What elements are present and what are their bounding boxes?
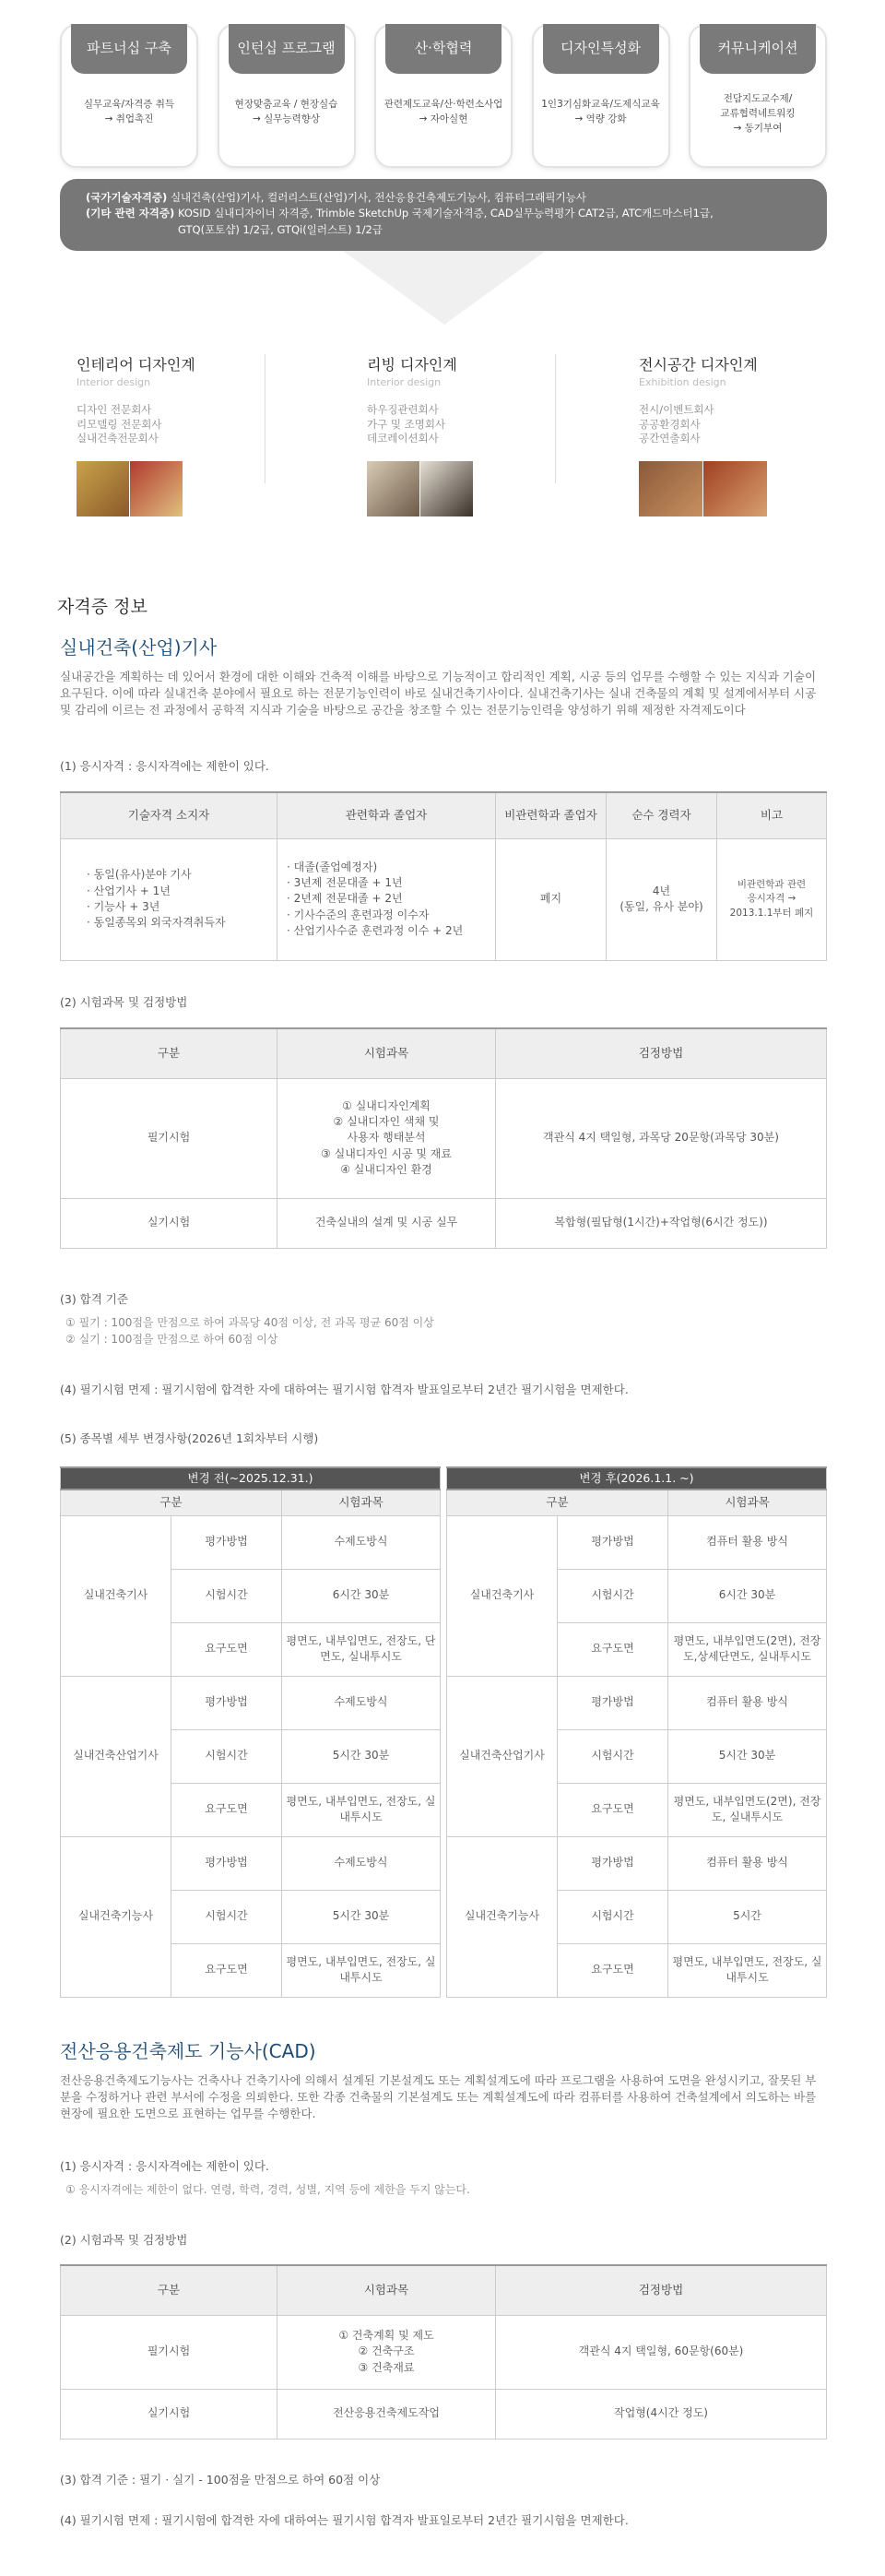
th: 시험과목 [277, 1028, 496, 1078]
card-line: → 실무능력향상 [253, 113, 320, 125]
th: 구분 [61, 1028, 277, 1078]
s2-exempt: (4) 필기시험 면제 : 필기시험에 합격한 자에 대하여는 필기시험 합격자 발표일로부터 2년간 필기시험을 면제한다. [60, 2513, 629, 2527]
value: 평면도, 내부입면도, 전장도, 실내투시도 [282, 1943, 441, 1997]
value: 컴퓨터 활용 방식 [668, 1515, 827, 1569]
s2-exam-table [60, 2264, 827, 2439]
row-label: 시험시간 [558, 1729, 668, 1783]
card-title: 파트너십 구축 [71, 24, 187, 74]
job-item: 공간연출회사 [639, 432, 701, 445]
group-name: 실내건축산업기사 [447, 1676, 558, 1836]
card-line: → 자아실현 [419, 113, 468, 125]
job-title: 전시공간 디자인계 [639, 356, 758, 374]
s2-desc: 전산응용건축제도기능사는 건축사나 건축기사에 의해서 설계된 기본설계도 또는 계획설계도에 따라 프로그램을 사용하여 도면을 완성시키고, 잘못된 부분을 수정하거나 관련 부서에 수정을 의뢰한다. 또한 각종 건축물의 기본설계도 또는 계획설계도에 따라 컴퓨터를 사용하여 건축설계에서 의도하는 바를 현장에 필요한 도면으로 표현하는 업무를 수행한다. [60, 2073, 817, 2121]
exam-method: 작업형(4시간 정도) [496, 2389, 827, 2439]
row-label: 평가방법 [171, 1836, 282, 1890]
card-line: 관련제도교육/산·학련소사업 [384, 99, 503, 110]
s2-exam-title: (2) 시험과목 및 검정방법 [60, 2233, 188, 2247]
section-title: 자격증 정보 [57, 597, 148, 617]
value: 수제도방식 [282, 1515, 441, 1569]
row-label: 요구도면 [558, 1622, 668, 1676]
group-name: 실내건축기능사 [447, 1836, 558, 1997]
job-photo [367, 461, 474, 516]
s2-intro [60, 2038, 827, 2122]
row-label: 평가방법 [171, 1515, 282, 1569]
program-cards [60, 24, 827, 168]
exam-subjects: 전산응용건축제도작업 [277, 2389, 496, 2439]
card-line: 현장맞춤교육 / 현장실습 [234, 99, 338, 110]
row-label: 시험시간 [171, 1729, 282, 1783]
job-item: 전시/이벤트회사 [639, 403, 714, 417]
s1-pass [60, 1291, 827, 1347]
card-line: → 역량 강화 [574, 113, 627, 125]
s1-change-title: (5) 종목별 세부 변경사항(2026년 1회차부터 시행) [60, 1431, 319, 1445]
after-table [446, 1466, 827, 1998]
s1-exam-title: (2) 시험과목 및 검정방법 [60, 995, 188, 1009]
card-line: 1인3기심화교육/도제식교육 [541, 99, 660, 110]
job-en: Exhibition design [639, 376, 726, 389]
exam-type: 필기시험 [61, 2315, 277, 2389]
value: 5시간 30분 [282, 1890, 441, 1943]
th: 관련학과 졸업자 [277, 792, 496, 838]
group-name: 실내건축산업기사 [61, 1676, 171, 1836]
th: 구분 [61, 1490, 282, 1515]
bar-label: (국가기술자격증) [86, 191, 168, 204]
pass-line: ① 필기 : 100점을 만점으로 하여 과목당 40점 이상, 전 과목 평균 60점 이상 [65, 1316, 434, 1330]
group-name: 실내건축기사 [447, 1515, 558, 1676]
after-head: 변경 후(2026.1.1. ~) [447, 1467, 827, 1490]
exam-subjects: ① 실내디자인계획 ② 실내디자인 색채 및 사용자 행태분석 ③ 실내디자인 시공 및 재료 ④ 실내디자인 환경 [277, 1078, 496, 1198]
th: 시험과목 [282, 1490, 441, 1515]
row-label: 평가방법 [171, 1676, 282, 1729]
value: 평면도, 내부입면도(2면), 전장도, 실내투시도 [668, 1783, 827, 1836]
value: 평면도, 내부입면도, 전장도, 실내투시도 [282, 1783, 441, 1836]
row-label: 시험시간 [171, 1569, 282, 1622]
s1-qualification-table [60, 791, 827, 961]
card-title: 인턴십 프로그램 [229, 24, 345, 74]
exam-type: 실기시험 [61, 1198, 277, 1248]
job-en: Interior design [367, 376, 442, 389]
card-line: → 취업촉진 [104, 113, 154, 125]
card-title: 커뮤니케이션 [700, 24, 816, 74]
arrow-down-shape [343, 251, 546, 325]
value: 수제도방식 [282, 1676, 441, 1729]
bar-text: GTQ(포토샵) 1/2급, GTQi(일러스트) 1/2급 [178, 222, 383, 236]
value: 5시간 [668, 1890, 827, 1943]
pass-line: ② 실기 : 100점을 만점으로 하여 60점 이상 [65, 1332, 278, 1346]
value: 5시간 30분 [668, 1729, 827, 1783]
value: 수제도방식 [282, 1836, 441, 1890]
s1-desc: 실내공간을 계획하는 데 있어서 환경에 대한 이해와 건축적 이해를 바탕으로 기능적이고 합리적인 계획, 시공 등의 업무를 수행할 수 있는 지식과 기술이 요구된다. 이에 따라 실내건축 분야에서 필요로 하는 전문기능인력이 바로 실내건축기사이다. 실내건축기사는 실내 건축물의 계획 및 설계에서부터 시공 및 감리에 이르는 전 과정에서 공학적 지식과 기술을 바탕으로 공간을 창조할 수 있는 전문기능인력을 양성하기 위해 제정한 자격제도이다 [60, 670, 817, 718]
value: 평면도, 내부입면도, 전장도, 단면도, 실내투시도 [282, 1622, 441, 1676]
s1-title: 실내건축(산업)기사 [60, 636, 218, 659]
value: 컴퓨터 활용 방식 [668, 1676, 827, 1729]
q-cell: 폐지 [496, 838, 607, 960]
row-label: 시험시간 [558, 1569, 668, 1622]
card-internship [218, 24, 356, 168]
job-photo [639, 461, 768, 516]
job-item: 하우징관련회사 [367, 403, 439, 417]
value: 5시간 30분 [282, 1729, 441, 1783]
th: 시험과목 [668, 1490, 827, 1515]
s1-qualification-title: (1) 응시자격 : 응시자격에는 제한이 있다. [60, 759, 269, 773]
bar-label: (기타 관련 자격증) [86, 207, 175, 220]
exam-subjects: ① 건축계획 및 제도 ② 건축구조 ③ 건축재료 [277, 2315, 496, 2389]
group-name: 실내건축기능사 [61, 1836, 171, 1997]
exam-method: 객관식 4지 택일형, 과목당 20문항(과목당 30분) [496, 1078, 827, 1198]
job-item: 공공환경회사 [639, 417, 701, 431]
s2-pass: (3) 합격 기준 : 필기 · 실기 - 100점을 만점으로 하여 60점 이상 [60, 2473, 381, 2487]
value: 평면도, 내부입면도, 전장도, 실내투시도 [668, 1943, 827, 1997]
before-table [60, 1466, 441, 1998]
row-label: 평가방법 [558, 1836, 668, 1890]
job-living [266, 354, 556, 483]
row-label: 요구도면 [171, 1943, 282, 1997]
exam-method: 객관식 4지 택일형, 60문항(60분) [496, 2315, 827, 2389]
s1-exam-table [60, 1027, 827, 1249]
card-industry [374, 24, 513, 168]
row-label: 요구도면 [171, 1622, 282, 1676]
row-label: 시험시간 [558, 1890, 668, 1943]
card-design [532, 24, 670, 168]
group-name: 실내건축기사 [61, 1515, 171, 1676]
bar-text: 실내건축(산업)기사, 컬러리스트(산업)기사, 전산응용건축제도기능사, 컴퓨터그래픽기능사 [170, 191, 586, 204]
th: 검정방법 [496, 1028, 827, 1078]
card-line: 교류협력네트워킹 [720, 107, 796, 119]
th: 기술자격 소지자 [61, 792, 277, 838]
s2-qualification-note: ① 응시자격에는 제한이 없다. 연령, 학력, 경력, 성별, 지역 등에 제한을 두지 않는다. [65, 2183, 470, 2197]
job-title: 리빙 디자인계 [367, 356, 457, 374]
row-label: 요구도면 [558, 1783, 668, 1836]
value: 컴퓨터 활용 방식 [668, 1836, 827, 1890]
job-item: 실내건축전문회사 [77, 432, 159, 445]
q-cell: 4년 (동일, 유사 분야) [607, 838, 717, 960]
th: 비고 [717, 792, 827, 838]
exam-method: 복합형(필답형(1시간)+작업형(6시간 정도)) [496, 1198, 827, 1248]
s1-exempt: (4) 필기시험 면제 : 필기시험에 합격한 자에 대하여는 필기시험 합격자 발표일로부터 2년간 필기시험을 면제한다. [60, 1383, 629, 1396]
th: 순수 경력자 [607, 792, 717, 838]
job-item: 디자인 전문회사 [77, 403, 152, 417]
card-line: → 동기부여 [733, 122, 783, 134]
th: 구분 [447, 1490, 668, 1515]
s1-intro [60, 635, 827, 718]
exam-type: 필기시험 [61, 1078, 277, 1198]
q-cell: 비관련학과 관련 응시자격 → 2013.1.1부터 폐지 [717, 838, 827, 960]
exam-type: 실기시험 [61, 2389, 277, 2439]
job-en: Interior design [77, 376, 151, 389]
th: 시험과목 [277, 2265, 496, 2315]
bar-text: KOSID 실내디자이너 자격증, Trimble SketchUp 국제기술자격증, CAD실무능력평가 CAT2급, ATC캐드마스터1급, [177, 207, 714, 220]
value: 6시간 30분 [668, 1569, 827, 1622]
th: 비관련학과 졸업자 [496, 792, 607, 838]
s2-title: 전산응용건축제도 기능사(CAD) [60, 2040, 316, 2062]
card-line: 전담지도교수제/ [723, 93, 793, 104]
row-label: 평가방법 [558, 1515, 668, 1569]
card-title: 산·학협력 [385, 24, 502, 74]
card-line: 실무교육/자격증 취득 [83, 99, 175, 110]
row-label: 요구도면 [171, 1783, 282, 1836]
job-photo [77, 461, 183, 516]
th: 구분 [61, 2265, 277, 2315]
value: 평면도, 내부입면도(2면), 전장도,상세단면도, 실내투시도 [668, 1622, 827, 1676]
row-label: 평가방법 [558, 1676, 668, 1729]
job-interior [60, 354, 266, 483]
before-head: 변경 전(~2025.12.31.) [61, 1467, 441, 1490]
job-item: 가구 및 조명회사 [367, 417, 446, 431]
pass-title: (3) 합격 기준 [60, 1292, 128, 1306]
job-item: 데코레이션회사 [367, 432, 439, 445]
job-title: 인테리어 디자인계 [77, 356, 195, 374]
exam-subjects: 건축실내의 설계 및 시공 실무 [277, 1198, 496, 1248]
job-exhibition [556, 354, 827, 483]
value: 6시간 30분 [282, 1569, 441, 1622]
card-title: 디자인특성화 [543, 24, 659, 74]
th: 검정방법 [496, 2265, 827, 2315]
s2-qualification [60, 2158, 827, 2199]
row-label: 요구도면 [558, 1943, 668, 1997]
card-partnership [60, 24, 198, 168]
job-item: 리모델링 전문회사 [77, 417, 162, 431]
q-cell: · 동일(유사)분야 기사 · 산업기사 + 1년 · 기능사 + 3년 · 동일종목외 외국자격취득자 [61, 838, 277, 960]
certificate-bar [60, 179, 827, 251]
s2-qualification-title: (1) 응시자격 : 응시자격에는 제한이 있다. [60, 2159, 269, 2173]
row-label: 시험시간 [171, 1890, 282, 1943]
career-fields [60, 354, 827, 483]
q-cell: · 대졸(졸업예정자) · 3년제 전문대졸 + 1년 · 2년제 전문대졸 + 2년 · 기사수준의 훈련과정 이수자 · 산업기사수준 훈련과정 이수 + 2년 [277, 838, 496, 960]
change-tables [60, 1466, 827, 1998]
card-communication [689, 24, 827, 168]
